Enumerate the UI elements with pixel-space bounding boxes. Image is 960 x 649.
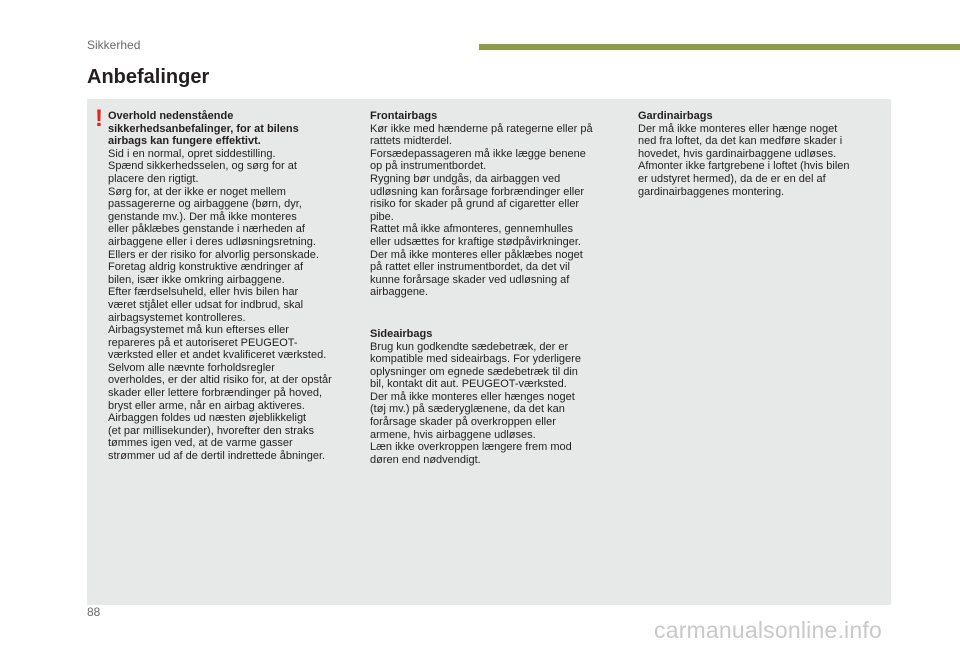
sideairbags-body: Brug kun godkendte sædebetræk, der er kompatible med sideairbags. For yderligere oplysninger om egnede sædebetræk til din bil, kontakt dit aut. PEUGEOT-værksted. Der må ikke monteres eller hænges noget (tøj mv.) på sæderyglænene, da det kan forårsage skader på overkroppen eller armene, hvis airbaggene udløses. Læn ikke overkroppen længere frem mod døren end nødvendigt. — [370, 340, 581, 466]
page-title: Anbefalinger — [87, 66, 210, 88]
warning-body: Sid i en normal, opret siddestilling. Spænd sikkerhedsselen, og sørg for at placere den rigtigt. Sørg for, at der ikke er noget mellem passagererne og airbaggene (børn, dyr, genstande mv.). Der må ikke monteres eller påklæbes genstande i nærheden af airbaggene eller i deres udløsningsretning. Ellers er der risiko for alvorlig personskade. Foretag aldrig konstruktive ændringer af bilen, især ikke omkring airbaggene. Efter færdselsuheld, eller hvis bilen har været stjålet eller udsat for indbrud, skal airbagsystemet kontrolleres. Airbagsystemet må kun efterses eller repareres på et autoriseret PEUGEOT- værksted eller et andet kvalificeret værksted. Selvom alle nævnte forholdsregler overholdes, er der altid risiko for, at der opstår skader eller lettere forbrændinger på hoved, bryst eller arme, når en airbag aktiveres. Airbaggen foldes ud næsten øjeblikkeligt (et par millisekunder), hvorefter den straks tømmes igen ved, at de varme gasser strømmer ud af de dertil indrettede åbninger. — [108, 147, 332, 463]
warning-heading: Overhold nedenstående sikkerhedsanbefalinger, for at bilens airbags kan fungere effektivt. — [108, 110, 299, 148]
page-number: 88 — [87, 605, 101, 619]
front-side-column — [370, 110, 620, 466]
watermark: carmanualsonline.info — [654, 617, 882, 643]
section-label: Sikkerhed — [87, 38, 141, 52]
curtain-column — [638, 110, 878, 198]
gardinairbags-heading: Gardinairbags — [638, 110, 713, 122]
exclamation-icon: ! — [95, 105, 103, 132]
frontairbags-heading: Frontairbags — [370, 110, 438, 122]
frontairbags-body: Kør ikke med hænderne på rategerne eller på rattets midterdel. Forsædepassageren må ikke lægge benene op på instrumentbordet. Rygning bør undgås, da airbaggen ved udløsning kan forårsage forbrændinger eller risiko for skader på grund af cigaretter eller pibe. Rattet må ikke afmonteres, gennemhulles eller udsættes for kraftige stødpåvirkninger. Der må ikke monteres eller påklæbes noget på rattet eller instrumentbordet, da det vil kunne forårsage skader ved udløsning af airbaggene. — [370, 122, 593, 299]
sideairbags-heading: Sideairbags — [370, 327, 433, 340]
gardinairbags-body: Der må ikke monteres eller hænge noget ned fra loftet, da det kan medføre skader i hovedet, hvis gardinairbaggene udløses. Afmonter ikke fartgrebene i loftet (hvis bilen er udstyret hermed), da de er en del af gardinairbaggenes montering. — [638, 122, 850, 198]
warning-column — [108, 110, 354, 463]
section-accent-bar — [479, 44, 960, 50]
